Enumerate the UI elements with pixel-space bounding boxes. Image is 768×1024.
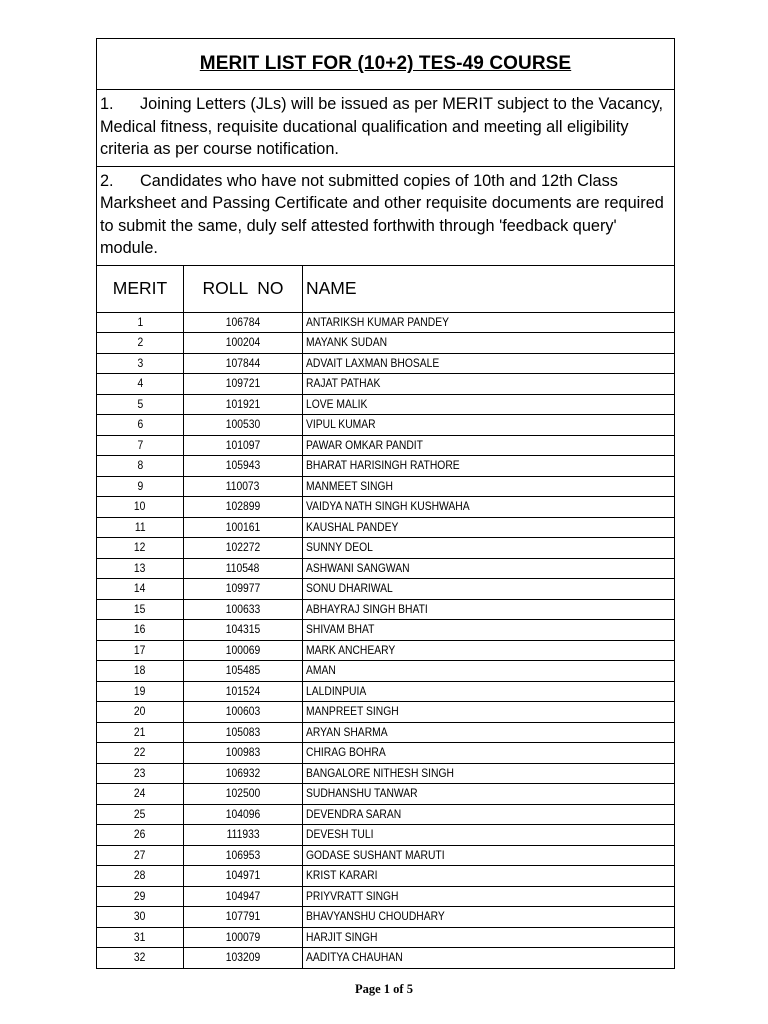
roll-no-cell bbox=[184, 579, 303, 600]
roll-no-cell bbox=[184, 722, 303, 743]
merit-cell bbox=[97, 681, 184, 702]
note-1-number: 1. bbox=[100, 95, 114, 113]
roll-no-cell-text: 107844 bbox=[225, 355, 261, 370]
merit-cell-text: 29 bbox=[134, 888, 146, 903]
merit-cell bbox=[97, 886, 184, 907]
table-row bbox=[97, 517, 675, 538]
table-row bbox=[97, 784, 675, 805]
merit-cell-text: 7 bbox=[137, 437, 143, 452]
merit-cell bbox=[97, 722, 184, 743]
roll-no-cell bbox=[184, 743, 303, 764]
roll-no-cell-text: 100079 bbox=[225, 929, 261, 944]
name-cell bbox=[303, 415, 675, 436]
roll-no-cell bbox=[184, 702, 303, 723]
roll-no-cell-text: 104315 bbox=[225, 622, 261, 636]
merit-cell bbox=[97, 866, 184, 887]
name-cell-text: AMAN bbox=[306, 663, 336, 677]
header-merit: MERIT bbox=[97, 265, 184, 312]
roll-no-cell-text: 111933 bbox=[226, 827, 260, 841]
merit-cell bbox=[97, 784, 184, 805]
roll-no-cell-text: 100633 bbox=[225, 601, 261, 616]
merit-cell bbox=[97, 476, 184, 497]
roll-no-cell bbox=[184, 497, 303, 518]
merit-cell bbox=[97, 661, 184, 682]
merit-cell-text: 26 bbox=[134, 827, 146, 841]
roll-no-cell-text: 100603 bbox=[225, 704, 261, 718]
table-row bbox=[97, 661, 675, 682]
merit-cell bbox=[97, 374, 184, 395]
name-cell-text: ADVAIT LAXMAN BHOSALE bbox=[306, 355, 440, 370]
name-cell bbox=[303, 353, 675, 374]
merit-cell-text: 2 bbox=[137, 335, 143, 349]
table-row bbox=[97, 538, 675, 559]
merit-cell bbox=[97, 558, 184, 579]
table-row bbox=[97, 558, 675, 579]
roll-no-cell-text: 102899 bbox=[225, 499, 261, 513]
name-cell bbox=[303, 599, 675, 620]
name-cell bbox=[303, 456, 675, 477]
roll-no-cell-text: 102272 bbox=[225, 540, 261, 554]
merit-cell bbox=[97, 804, 184, 825]
roll-no-cell bbox=[184, 620, 303, 641]
name-cell bbox=[303, 845, 675, 866]
roll-no-cell-text: 101921 bbox=[225, 396, 261, 411]
name-cell-text: BHAVYANSHU CHOUDHARY bbox=[306, 909, 445, 923]
merit-cell bbox=[97, 599, 184, 620]
merit-cell-text: 10 bbox=[134, 499, 146, 513]
table-row bbox=[97, 415, 675, 436]
roll-no-cell bbox=[184, 763, 303, 784]
merit-cell bbox=[97, 538, 184, 559]
table-row bbox=[97, 476, 675, 497]
roll-no-cell-text: 105083 bbox=[225, 724, 261, 739]
merit-cell-text: 19 bbox=[134, 683, 146, 698]
roll-no-cell bbox=[184, 476, 303, 497]
roll-no-cell bbox=[184, 599, 303, 620]
name-cell bbox=[303, 948, 675, 969]
roll-no-cell-text: 100530 bbox=[225, 417, 261, 431]
roll-no-cell bbox=[184, 825, 303, 846]
note-1 bbox=[97, 90, 675, 167]
merit-list-table bbox=[96, 38, 675, 969]
merit-cell-text: 17 bbox=[134, 642, 146, 657]
table-row bbox=[97, 620, 675, 641]
table-row bbox=[97, 681, 675, 702]
name-cell bbox=[303, 804, 675, 825]
roll-no-cell-text: 100983 bbox=[225, 745, 261, 759]
roll-no-cell bbox=[184, 640, 303, 661]
roll-no-cell-text: 106932 bbox=[225, 765, 261, 780]
name-cell bbox=[303, 927, 675, 948]
table-row bbox=[97, 825, 675, 846]
name-cell-text: KAUSHAL PANDEY bbox=[306, 519, 399, 534]
name-cell-text: MAYANK SUDAN bbox=[306, 335, 388, 349]
header-row bbox=[97, 265, 675, 312]
roll-no-cell-text: 109721 bbox=[225, 376, 261, 390]
roll-no-cell-text: 100069 bbox=[225, 642, 261, 657]
note-2-number: 2. bbox=[100, 171, 114, 190]
merit-cell-text: 3 bbox=[137, 355, 143, 370]
merit-cell bbox=[97, 927, 184, 948]
merit-cell bbox=[97, 312, 184, 333]
merit-cell-text: 22 bbox=[134, 745, 146, 759]
merit-cell bbox=[97, 702, 184, 723]
table-row bbox=[97, 804, 675, 825]
roll-no-cell-text: 100204 bbox=[225, 335, 261, 349]
table-row bbox=[97, 374, 675, 395]
roll-no-cell bbox=[184, 866, 303, 887]
name-cell-text: ANTARIKSH KUMAR PANDEY bbox=[306, 314, 449, 329]
merit-cell-text: 1 bbox=[137, 314, 143, 329]
merit-cell-text: 8 bbox=[137, 458, 143, 472]
merit-cell bbox=[97, 948, 184, 969]
merit-cell bbox=[97, 435, 184, 456]
roll-no-cell bbox=[184, 907, 303, 928]
name-cell-text: LALDINPUIA bbox=[306, 683, 367, 698]
name-cell-text: CHIRAG BOHRA bbox=[306, 745, 386, 759]
merit-cell bbox=[97, 907, 184, 928]
roll-no-cell bbox=[184, 415, 303, 436]
name-cell-text: SUDHANSHU TANWAR bbox=[306, 786, 418, 800]
name-cell-text: AADITYA CHAUHAN bbox=[306, 950, 403, 964]
roll-no-cell bbox=[184, 538, 303, 559]
name-cell bbox=[303, 435, 675, 456]
name-cell bbox=[303, 784, 675, 805]
name-cell bbox=[303, 825, 675, 846]
roll-no-cell bbox=[184, 353, 303, 374]
roll-no-cell bbox=[184, 784, 303, 805]
roll-no-cell bbox=[184, 845, 303, 866]
merit-cell-text: 11 bbox=[134, 519, 146, 534]
table-row bbox=[97, 394, 675, 415]
roll-no-cell-text: 107791 bbox=[225, 909, 261, 923]
header-name: NAME bbox=[303, 265, 675, 312]
merit-cell-text: 14 bbox=[134, 581, 146, 595]
roll-no-cell bbox=[184, 948, 303, 969]
roll-no-cell-text: 106784 bbox=[225, 314, 261, 329]
merit-cell-text: 20 bbox=[134, 704, 146, 718]
title-row bbox=[97, 39, 675, 90]
name-cell-text: RAJAT PATHAK bbox=[306, 376, 381, 390]
page-footer: Page 1 of 5 bbox=[355, 982, 413, 996]
name-cell bbox=[303, 681, 675, 702]
merit-cell-text: 31 bbox=[134, 929, 146, 944]
name-cell-text: BANGALORE NITHESH SINGH bbox=[306, 765, 454, 780]
name-cell bbox=[303, 312, 675, 333]
roll-no-cell-text: 110073 bbox=[226, 478, 260, 493]
roll-no-cell bbox=[184, 435, 303, 456]
roll-no-cell-text: 105485 bbox=[225, 663, 261, 677]
name-cell bbox=[303, 579, 675, 600]
table-row bbox=[97, 312, 675, 333]
table-row bbox=[97, 497, 675, 518]
table-row bbox=[97, 579, 675, 600]
merit-cell-text: 18 bbox=[134, 663, 146, 677]
roll-no-cell bbox=[184, 333, 303, 354]
name-cell bbox=[303, 866, 675, 887]
merit-cell-text: 30 bbox=[134, 909, 146, 923]
merit-cell bbox=[97, 456, 184, 477]
name-cell bbox=[303, 394, 675, 415]
merit-cell bbox=[97, 333, 184, 354]
name-cell bbox=[303, 333, 675, 354]
title-cell bbox=[97, 39, 675, 90]
page-title: MERIT LIST FOR (10+2) TES-49 COURSE bbox=[199, 53, 572, 74]
merit-cell bbox=[97, 415, 184, 436]
merit-cell bbox=[97, 763, 184, 784]
name-cell bbox=[303, 763, 675, 784]
name-cell bbox=[303, 558, 675, 579]
merit-cell-text: 23 bbox=[134, 765, 146, 780]
roll-no-cell-text: 104096 bbox=[225, 806, 261, 821]
merit-cell-text: 27 bbox=[134, 847, 146, 862]
roll-no-cell-text: 105943 bbox=[225, 458, 261, 472]
name-cell bbox=[303, 640, 675, 661]
table-row bbox=[97, 948, 675, 969]
table-row bbox=[97, 456, 675, 477]
roll-no-cell-text: 101097 bbox=[225, 437, 261, 452]
note-row-2 bbox=[97, 166, 675, 265]
merit-cell-text: 32 bbox=[134, 950, 146, 964]
name-cell-text: PAWAR OMKAR PANDIT bbox=[306, 437, 423, 452]
name-cell bbox=[303, 374, 675, 395]
name-cell bbox=[303, 476, 675, 497]
roll-no-cell-text: 109977 bbox=[225, 581, 261, 595]
merit-cell-text: 5 bbox=[137, 396, 143, 411]
name-cell-text: KRIST KARARI bbox=[306, 868, 378, 882]
merit-cell bbox=[97, 825, 184, 846]
roll-no-cell-text: 100161 bbox=[225, 519, 261, 534]
name-cell-text: SUNNY DEOL bbox=[306, 540, 373, 554]
table-row bbox=[97, 333, 675, 354]
table-row bbox=[97, 599, 675, 620]
name-cell-text: LOVE MALIK bbox=[306, 396, 368, 411]
merit-cell bbox=[97, 845, 184, 866]
roll-no-cell bbox=[184, 804, 303, 825]
name-cell bbox=[303, 538, 675, 559]
roll-no-cell-text: 104971 bbox=[225, 868, 261, 882]
name-cell bbox=[303, 497, 675, 518]
name-cell-text: ARYAN SHARMA bbox=[306, 724, 388, 739]
table-row bbox=[97, 435, 675, 456]
name-cell-text: SONU DHARIWAL bbox=[306, 581, 393, 595]
name-cell bbox=[303, 517, 675, 538]
merit-cell bbox=[97, 353, 184, 374]
merit-cell-text: 21 bbox=[134, 724, 146, 739]
merit-cell-text: 6 bbox=[137, 417, 143, 431]
name-cell-text: VAIDYA NATH SINGH KUSHWAHA bbox=[306, 499, 470, 513]
table-row bbox=[97, 640, 675, 661]
name-cell-text: MARK ANCHEARY bbox=[306, 642, 396, 657]
roll-no-cell-text: 101524 bbox=[225, 683, 261, 698]
merit-cell bbox=[97, 743, 184, 764]
roll-no-cell-text: 102500 bbox=[225, 786, 261, 800]
name-cell bbox=[303, 907, 675, 928]
name-cell-text: VIPUL KUMAR bbox=[306, 417, 376, 431]
table-row bbox=[97, 845, 675, 866]
note-2-text: Candidates who have not submitted copies of 10th and 12th Class Marksheet and Passing Certificate and other requisite documents are required to submit the same, duly self attested forthwith through 'feedback query' module. bbox=[100, 171, 664, 257]
table-row bbox=[97, 907, 675, 928]
roll-no-cell bbox=[184, 517, 303, 538]
header-roll-no: ROLL NO bbox=[184, 265, 303, 312]
roll-no-cell bbox=[184, 374, 303, 395]
name-cell-text: SHIVAM BHAT bbox=[306, 622, 375, 636]
merit-cell-text: 28 bbox=[134, 868, 146, 882]
merit-cell-text: 9 bbox=[137, 478, 143, 493]
table-row bbox=[97, 763, 675, 784]
note-2 bbox=[97, 166, 675, 265]
merit-cell bbox=[97, 394, 184, 415]
name-cell-text: PRIYVRATT SINGH bbox=[306, 888, 399, 903]
roll-no-cell bbox=[184, 886, 303, 907]
note-1-text: Joining Letters (JLs) will be issued as per MERIT subject to the Vacancy, Medical fitness, requisite ducational qualification and meeting all eligibility criteria as per course notification. bbox=[100, 95, 664, 158]
roll-no-cell bbox=[184, 558, 303, 579]
table-row bbox=[97, 722, 675, 743]
roll-no-cell bbox=[184, 661, 303, 682]
name-cell-text: MANPREET SINGH bbox=[306, 704, 399, 718]
roll-no-cell bbox=[184, 456, 303, 477]
merit-cell bbox=[97, 640, 184, 661]
merit-cell-text: 13 bbox=[134, 560, 146, 575]
table-row bbox=[97, 353, 675, 374]
table-row bbox=[97, 702, 675, 723]
roll-no-cell-text: 103209 bbox=[225, 950, 261, 964]
roll-no-cell-text: 106953 bbox=[225, 847, 261, 862]
merit-cell bbox=[97, 517, 184, 538]
table-row bbox=[97, 743, 675, 764]
name-cell bbox=[303, 743, 675, 764]
name-cell bbox=[303, 722, 675, 743]
merit-cell-text: 12 bbox=[134, 540, 146, 554]
merit-cell bbox=[97, 497, 184, 518]
roll-no-cell-text: 110548 bbox=[226, 560, 260, 575]
name-cell bbox=[303, 702, 675, 723]
merit-cell-text: 25 bbox=[134, 806, 146, 821]
name-cell-text: GODASE SUSHANT MARUTI bbox=[306, 847, 445, 862]
name-cell bbox=[303, 661, 675, 682]
merit-cell-text: 16 bbox=[134, 622, 146, 636]
roll-no-cell bbox=[184, 927, 303, 948]
note-row-1 bbox=[97, 90, 675, 167]
name-cell-text: BHARAT HARISINGH RATHORE bbox=[306, 458, 460, 472]
roll-no-cell bbox=[184, 681, 303, 702]
roll-no-cell-text: 104947 bbox=[225, 888, 261, 903]
name-cell bbox=[303, 620, 675, 641]
table-row bbox=[97, 886, 675, 907]
name-cell-text: DEVENDRA SARAN bbox=[306, 806, 402, 821]
table-row bbox=[97, 927, 675, 948]
merit-cell-text: 24 bbox=[134, 786, 146, 800]
roll-no-cell bbox=[184, 312, 303, 333]
name-cell-text: HARJIT SINGH bbox=[306, 929, 378, 944]
name-cell-text: DEVESH TULI bbox=[306, 827, 374, 841]
merit-cell bbox=[97, 579, 184, 600]
name-cell bbox=[303, 886, 675, 907]
name-cell-text: ASHWANI SANGWAN bbox=[306, 560, 410, 575]
merit-cell-text: 4 bbox=[137, 376, 143, 390]
table-row bbox=[97, 866, 675, 887]
merit-cell-text: 15 bbox=[134, 601, 146, 616]
merit-cell bbox=[97, 620, 184, 641]
name-cell-text: ABHAYRAJ SINGH BHATI bbox=[306, 601, 428, 616]
name-cell-text: MANMEET SINGH bbox=[306, 478, 393, 493]
roll-no-cell bbox=[184, 394, 303, 415]
